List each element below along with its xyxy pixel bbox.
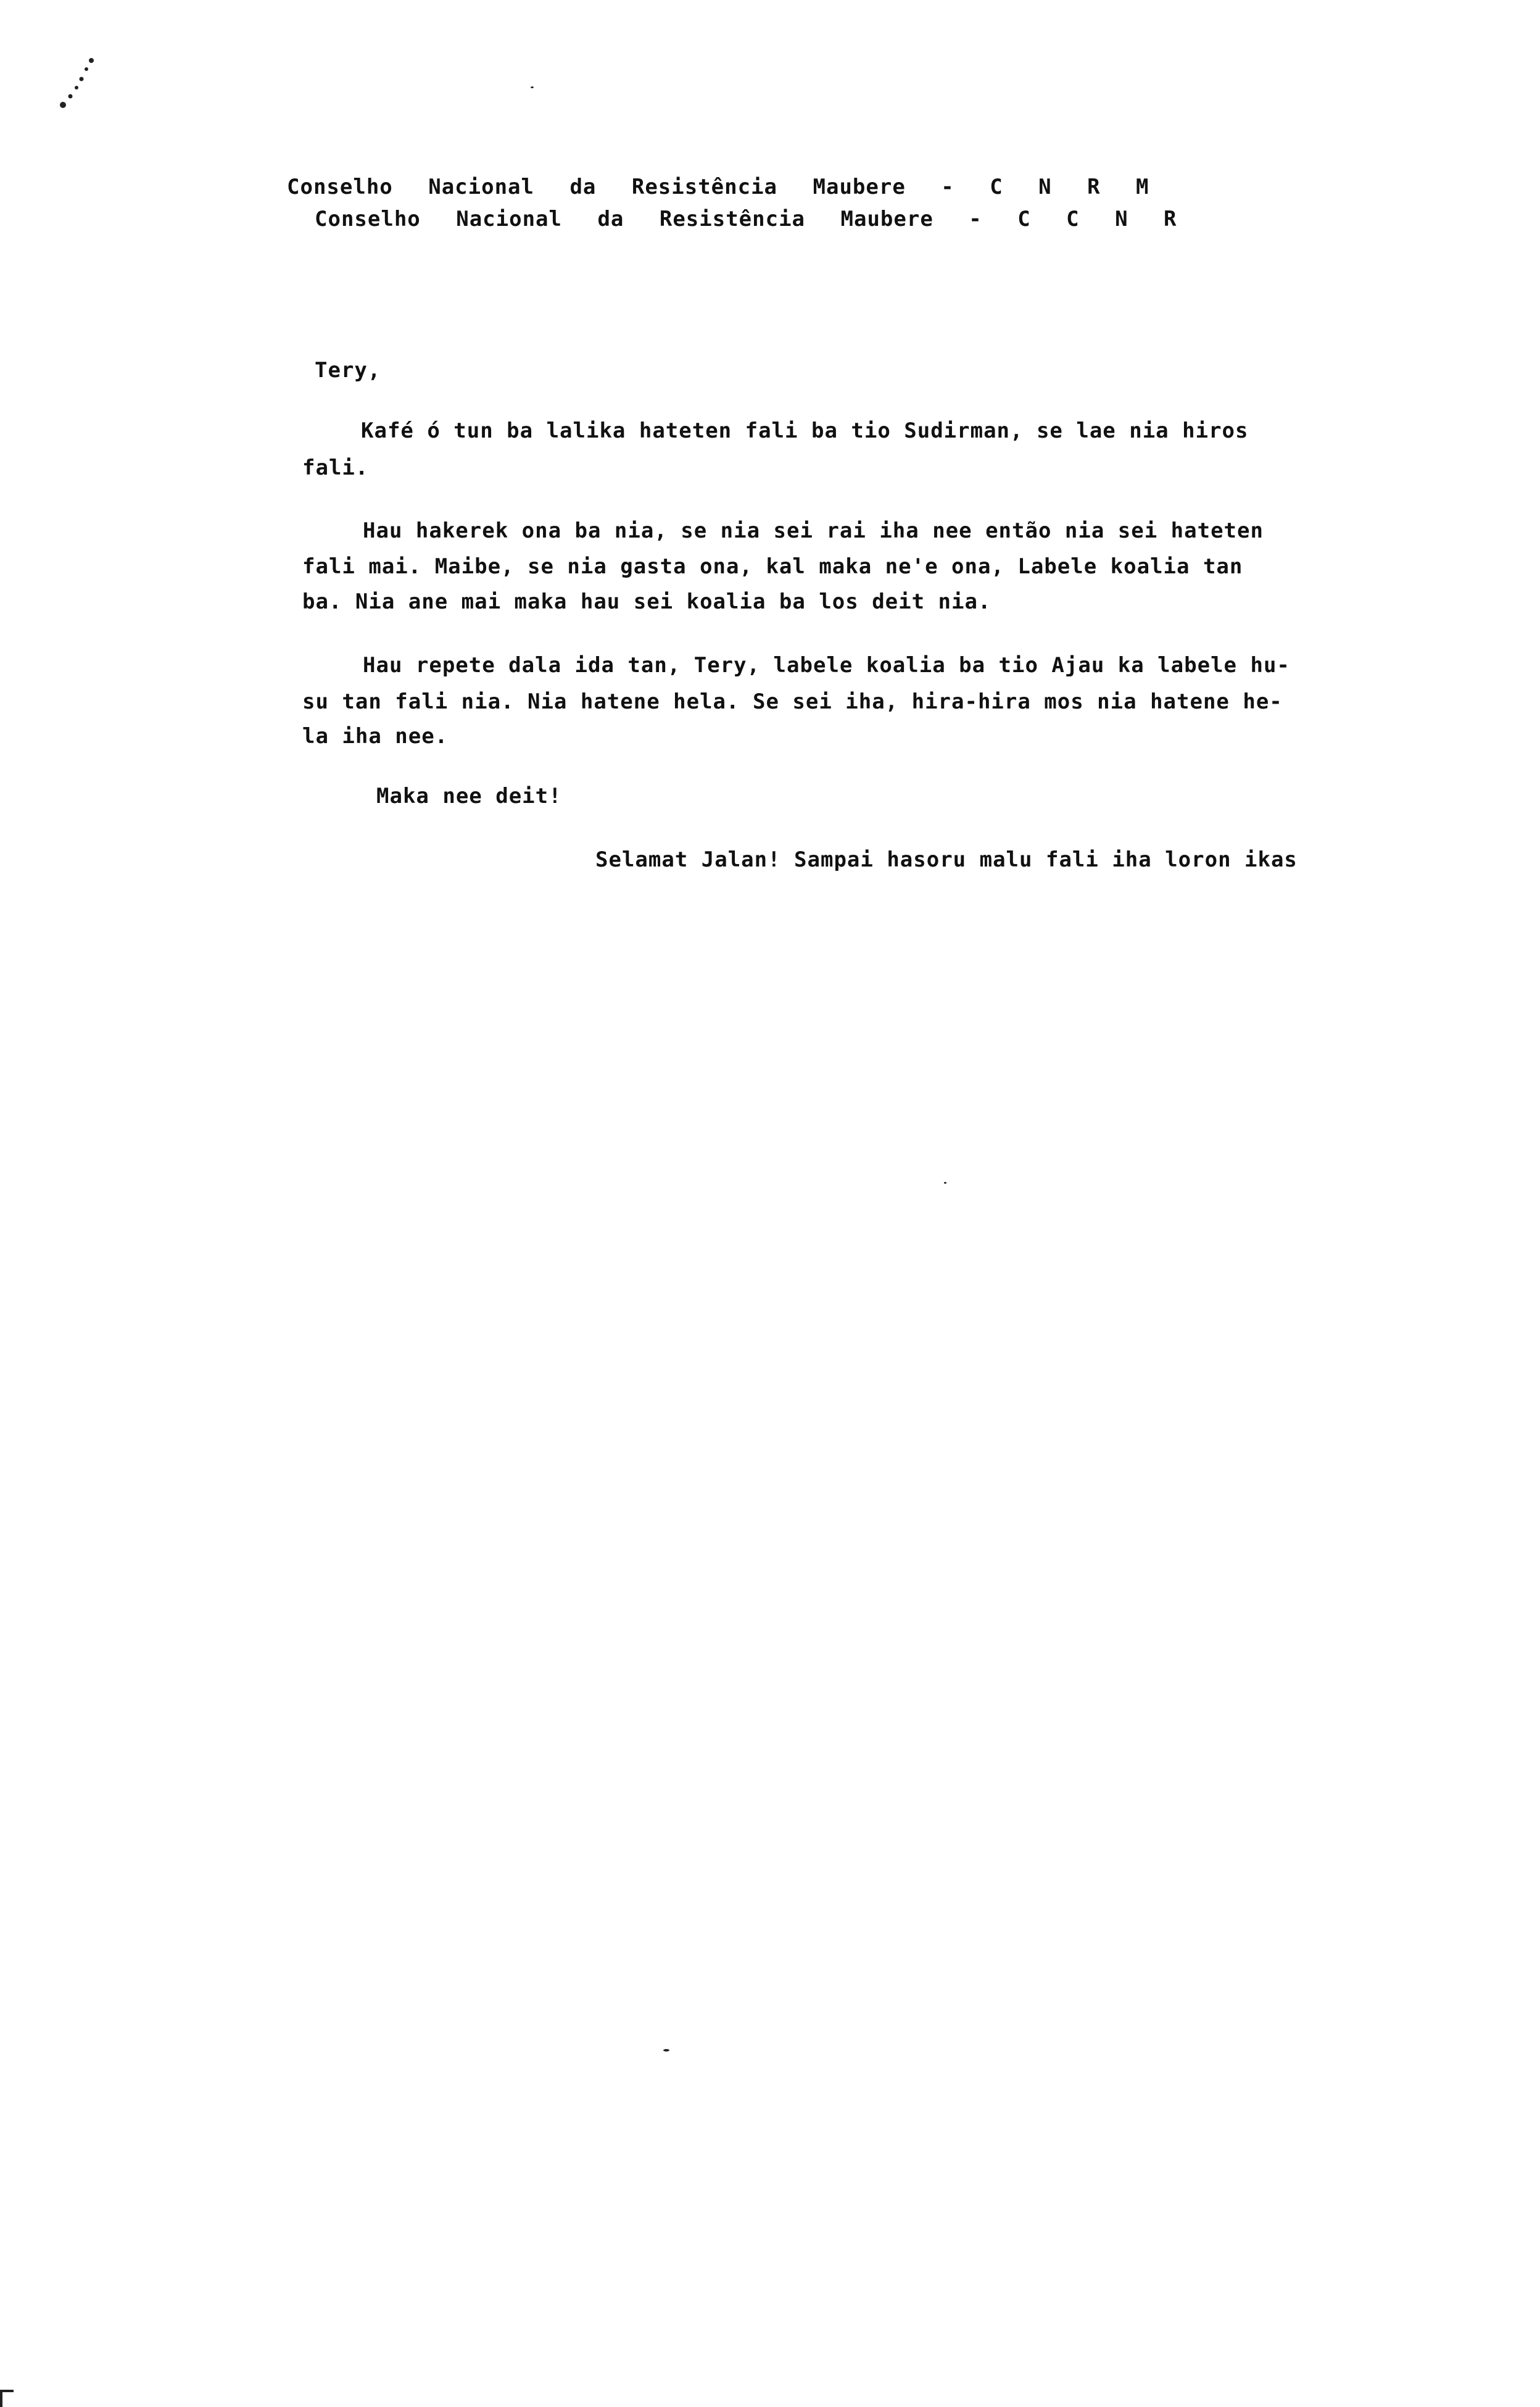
speck bbox=[944, 1182, 946, 1184]
page-corner-mark bbox=[0, 2387, 19, 2407]
heading-line-1: Conselho Nacional da Resistência Maubere - C N R M bbox=[287, 175, 1149, 199]
paragraph-1-line-1: Kafé ó tun ba lalika hateten fali ba tio Sudirman, se lae nia hiros bbox=[361, 418, 1249, 443]
farewell-line: Selamat Jalan! Sampai hasoru malu fali iha loron ikas bbox=[595, 847, 1298, 872]
paragraph-1-line-2: fali. bbox=[302, 455, 369, 480]
salutation: Tery, bbox=[315, 358, 381, 383]
heading-line-2: Conselho Nacional da Resistência Maubere - C C N R bbox=[315, 207, 1177, 231]
closing-line: Maka nee deit! bbox=[376, 784, 562, 809]
paragraph-2-line-3: ba. Nia ane mai maka hau sei koalia ba los deit nia. bbox=[302, 589, 991, 614]
paragraph-3-line-1: Hau repete dala ida tan, Tery, labele koalia ba tio Ajau ka labele hu- bbox=[363, 653, 1290, 678]
paragraph-3-line-3: la iha nee. bbox=[302, 724, 449, 749]
paragraph-2-line-2: fali mai. Maibe, se nia gasta ona, kal maka ne'e ona, Labele koalia tan bbox=[302, 554, 1243, 579]
paragraph-2-line-1: Hau hakerek ona ba nia, se nia sei rai iha nee então nia sei hateten bbox=[363, 518, 1264, 543]
pen-mark-top-left bbox=[56, 56, 99, 117]
paragraph-3-line-2: su tan fali nia. Nia hatene hela. Se sei iha, hira-hira mos nia hatene he- bbox=[302, 689, 1283, 714]
speck bbox=[663, 2049, 669, 2052]
speck bbox=[531, 86, 534, 88]
